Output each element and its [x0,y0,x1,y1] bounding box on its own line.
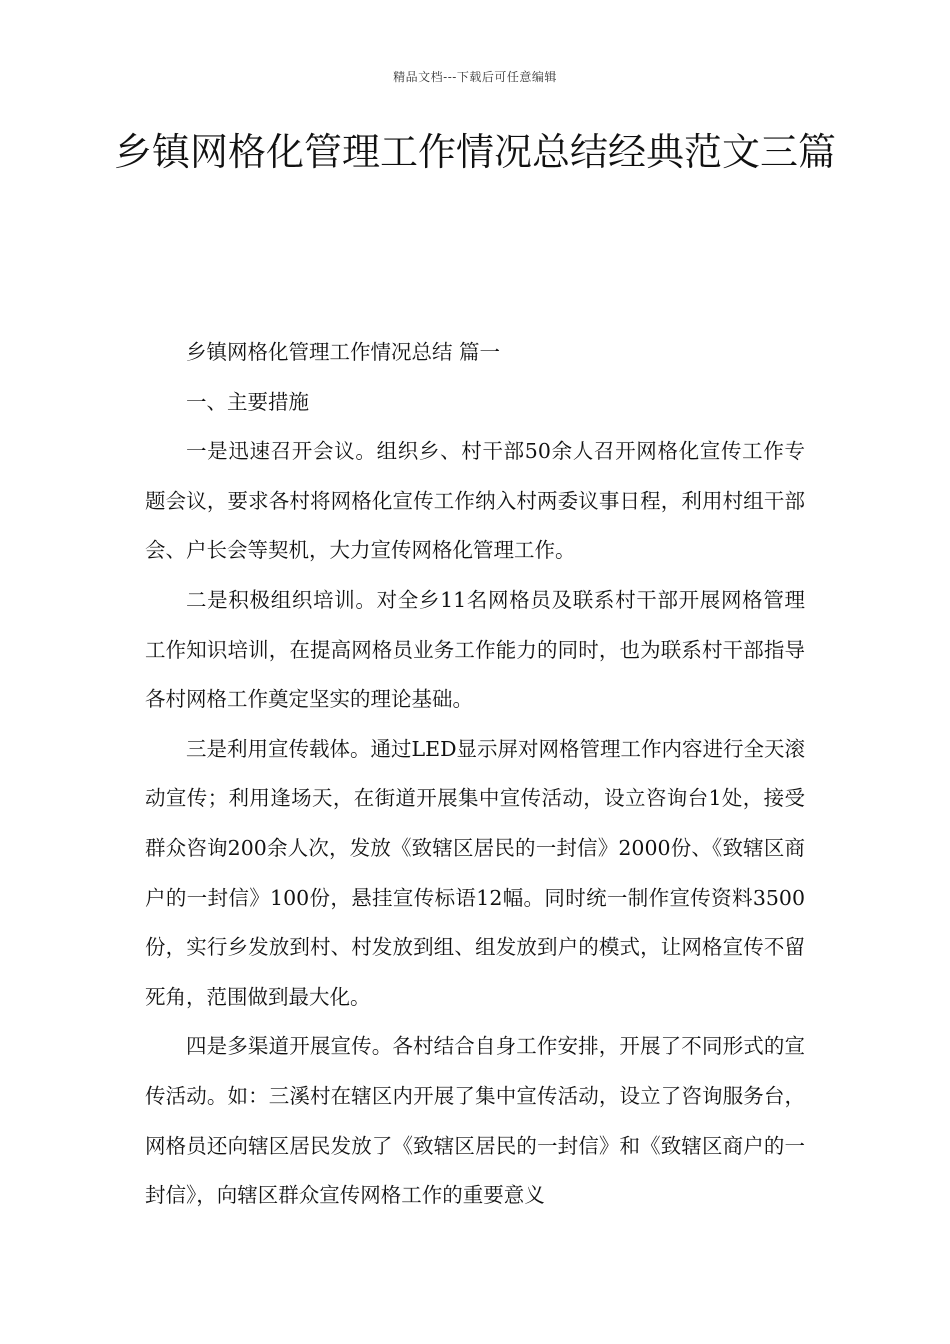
header-note: 精品文档---下载后可任意编辑 [393,70,557,84]
body-paragraph: 一是迅速召开会议。组织乡、村干部50余人召开网格化宣传工作专题会议，要求各村将网格化宣传工作纳入村两委议事日程，利用村组干部会、户长会等契机，大力宣传网格化管理工作。 [145,439,805,563]
document-body [145,328,805,1221]
body-paragraph: 四是多渠道开展宣传。各村结合自身工作安排，开展了不同形式的宣传活动。如：三溪村在辖区内开展了集中宣传活动，设立了咨询服务台，网格员还向辖区居民发放了《致辖区居民的一封信》和《致辖区商户的一封信》，向辖区群众宣传网格工作的重要意义 [145,1034,805,1208]
document-title: 乡镇网格化管理工作情况总结经典范文三篇 [113,130,836,174]
body-paragraph: 三是利用宣传载体。通过LED显示屏对网格管理工作内容进行全天滚动宣传；利用逢场天，在街道开展集中宣传活动，设立咨询台1处，接受群众咨询200余人次，发放《致辖区居民的一封信》2000份、《致辖区商户的一封信》100份，悬挂宣传标语12幅。同时统一制作宣传资料3500份，实行乡发放到村、村发放到组、组发放到户的模式，让网格宣传不留死角，范围做到最大化。 [145,736,806,1009]
subsection-heading: 一、主要措施 [186,389,309,414]
body-paragraph: 二是积极组织培训。对全乡11名网格员及联系村干部开展网格管理工作知识培训，在提高网格员业务工作能力的同时，也为联系村干部指导各村网格工作奠定坚实的理论基础。 [145,587,805,712]
section-heading: 乡镇网格化管理工作情况总结 篇一 [186,340,501,364]
